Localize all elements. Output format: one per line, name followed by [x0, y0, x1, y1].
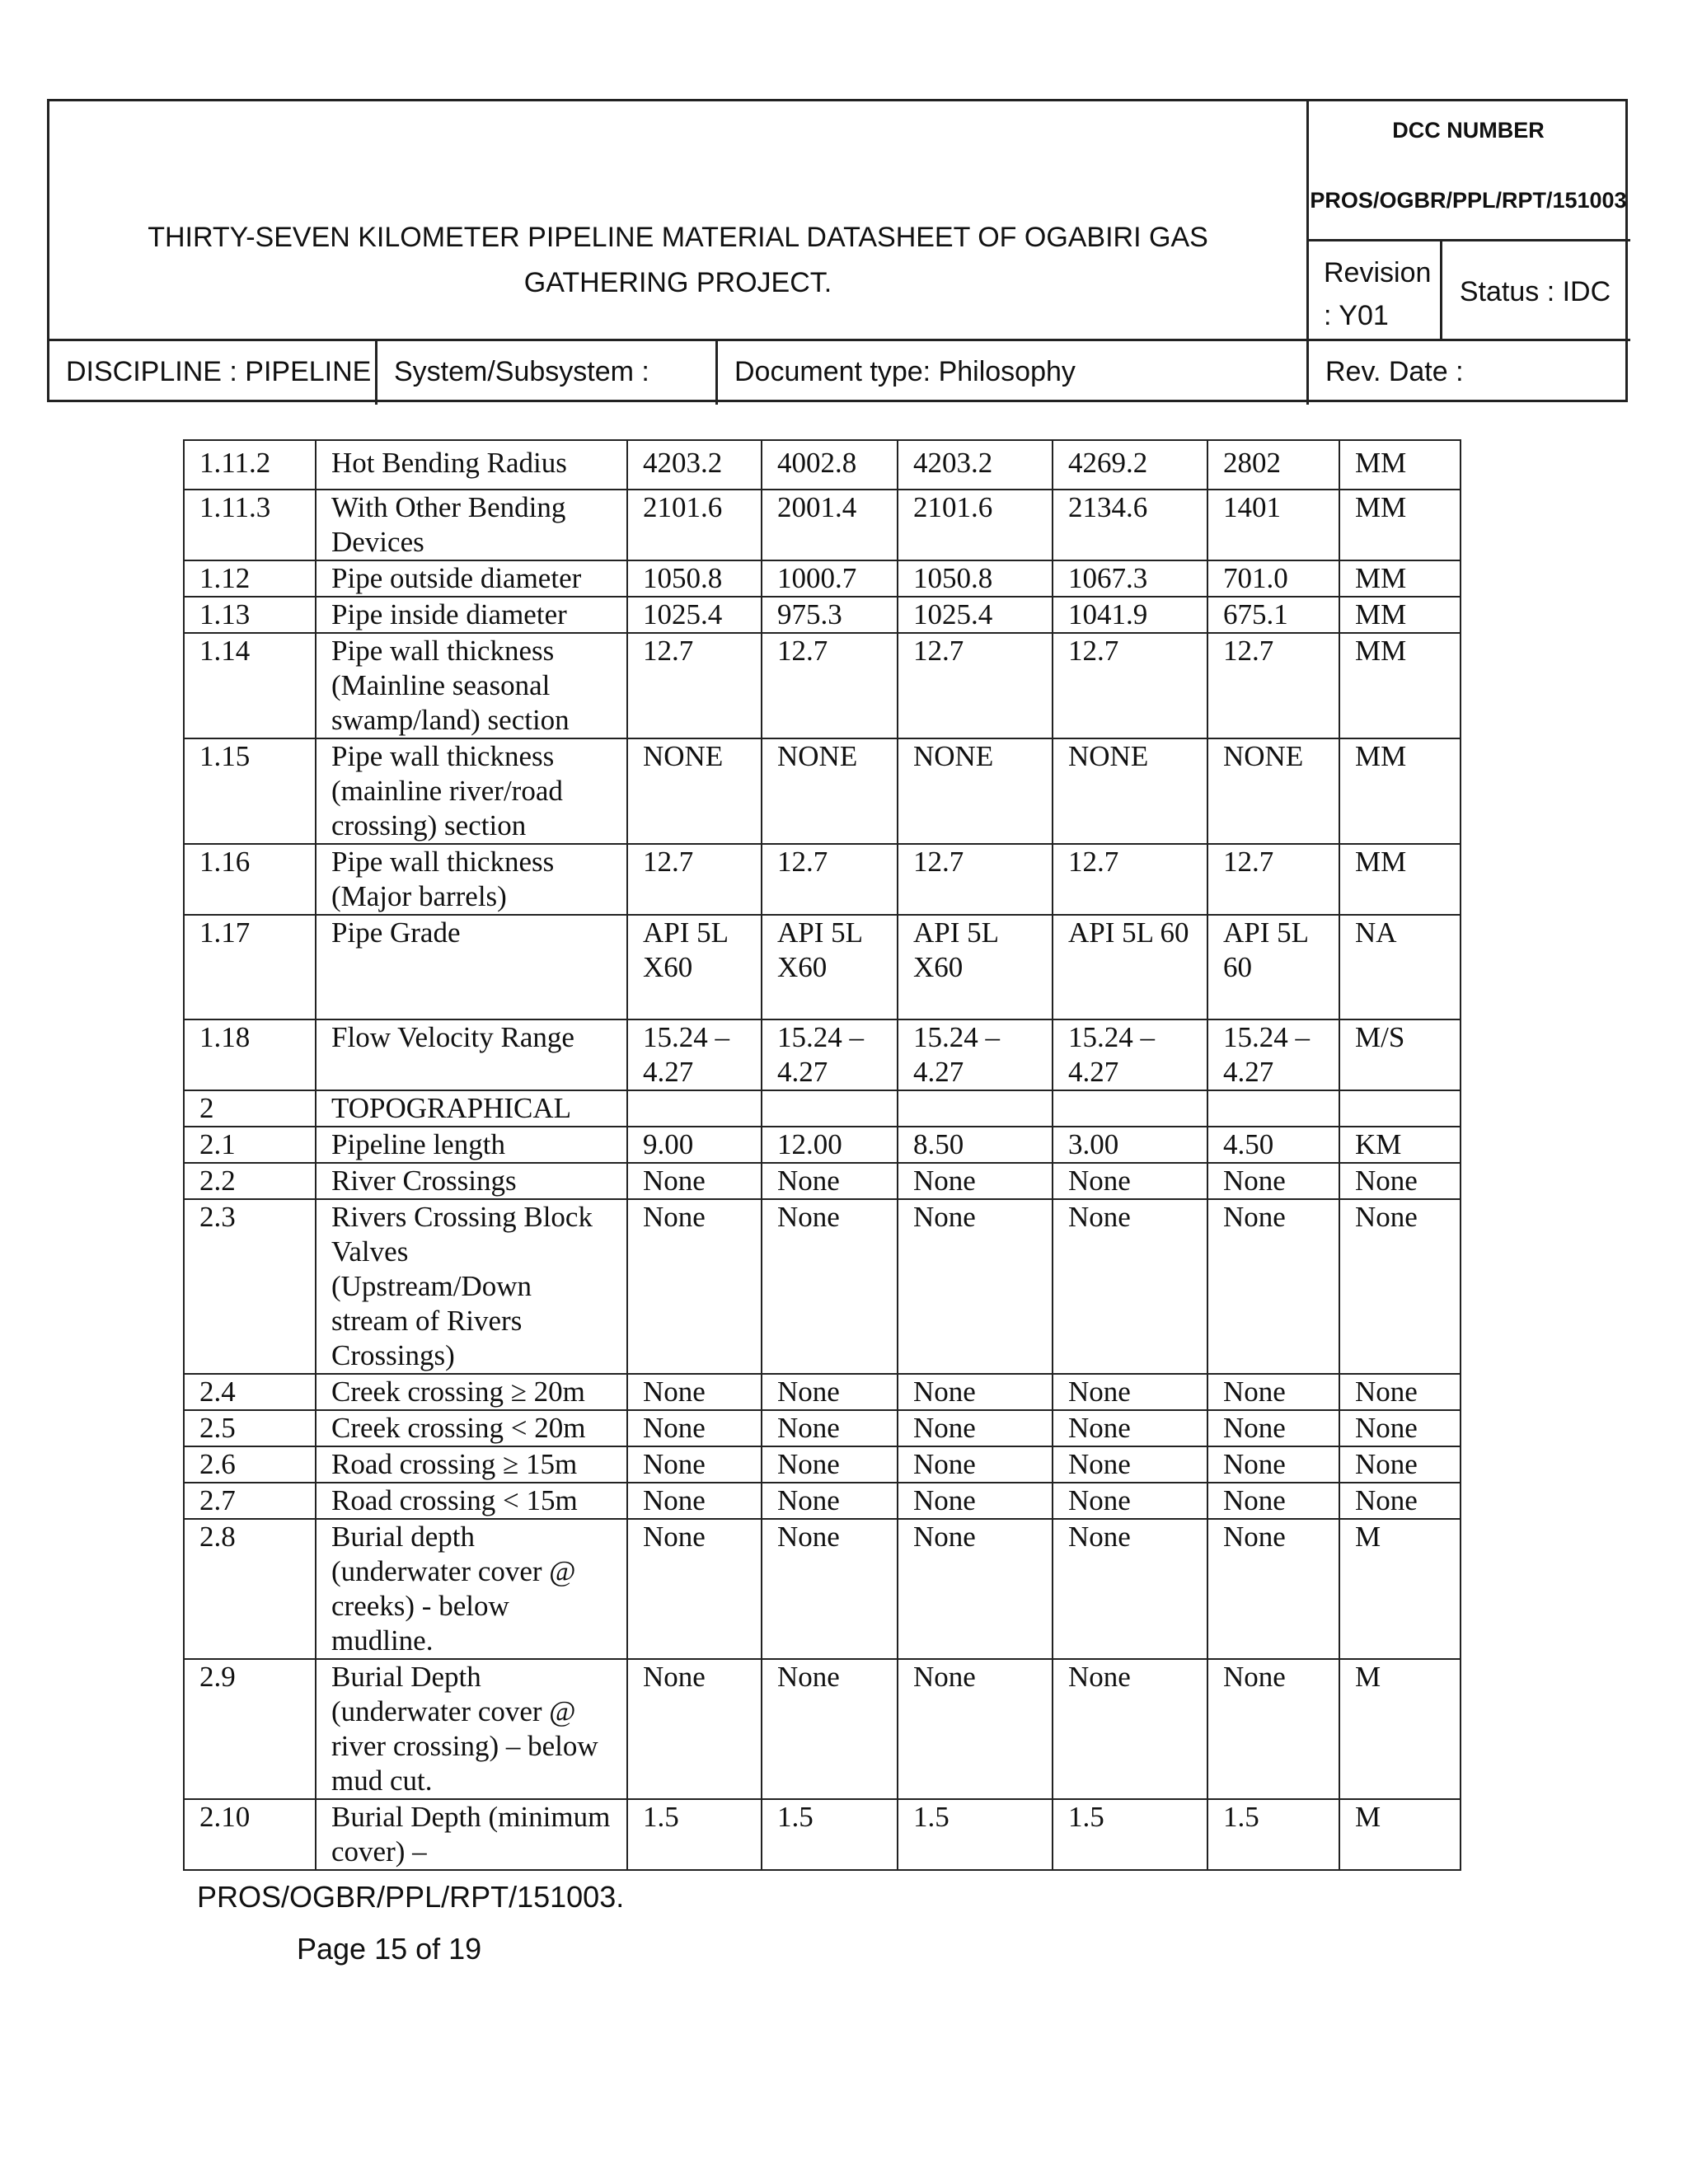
value-cell: None [1053, 1199, 1207, 1374]
value-cell: 12.7 [898, 633, 1053, 738]
item-number-cell: 2.9 [184, 1659, 316, 1799]
parameter-cell: Rivers Crossing Block Valves (Upstream/Down stream of Rivers Crossings) [316, 1199, 627, 1374]
item-number-cell: 2.1 [184, 1127, 316, 1163]
unit-cell: M/S [1339, 1019, 1461, 1090]
value-cell: None [762, 1199, 898, 1374]
value-cell [898, 1090, 1053, 1127]
parameter-cell: Hot Bending Radius [316, 440, 627, 490]
item-number-cell: 2.5 [184, 1410, 316, 1446]
value-cell: 1.5 [762, 1799, 898, 1870]
value-cell: None [898, 1163, 1053, 1199]
value-cell: None [627, 1199, 762, 1374]
item-number-cell: 2.4 [184, 1374, 316, 1410]
value-cell: 12.7 [627, 633, 762, 738]
value-cell: None [1207, 1483, 1339, 1519]
table-row [184, 1799, 1461, 1870]
table-row [184, 560, 1461, 597]
value-cell: 1401 [1207, 490, 1339, 560]
value-cell: 2101.6 [898, 490, 1053, 560]
value-cell: None [627, 1519, 762, 1659]
divider [49, 339, 1630, 341]
unit-cell: None [1339, 1446, 1461, 1483]
value-cell: None [1207, 1659, 1339, 1799]
value-cell: None [762, 1659, 898, 1799]
value-cell [627, 1090, 762, 1127]
unit-cell: MM [1339, 738, 1461, 844]
value-cell: 8.50 [898, 1127, 1053, 1163]
unit-cell [1339, 1090, 1461, 1127]
unit-cell: None [1339, 1163, 1461, 1199]
table-body [184, 440, 1461, 1870]
unit-cell: MM [1339, 844, 1461, 915]
value-cell [1053, 1090, 1207, 1127]
value-cell: None [898, 1410, 1053, 1446]
parameter-cell: Burial Depth (minimum cover) – [316, 1799, 627, 1870]
table-row [184, 1019, 1461, 1090]
value-cell: 1000.7 [762, 560, 898, 597]
unit-cell: MM [1339, 597, 1461, 633]
value-cell: 4.50 [1207, 1127, 1339, 1163]
value-cell: None [627, 1659, 762, 1799]
parameter-cell: Road crossing < 15m [316, 1483, 627, 1519]
value-cell: 12.7 [1053, 633, 1207, 738]
page-number: Page 15 of 19 [297, 1932, 482, 1966]
item-number-cell: 2.2 [184, 1163, 316, 1199]
value-cell: 2134.6 [1053, 490, 1207, 560]
unit-cell: MM [1339, 440, 1461, 490]
table-row [184, 844, 1461, 915]
table-row [184, 915, 1461, 1019]
item-number-cell: 1.15 [184, 738, 316, 844]
value-cell: None [1053, 1659, 1207, 1799]
value-cell: None [1053, 1519, 1207, 1659]
table-row [184, 633, 1461, 738]
value-cell: 9.00 [627, 1127, 762, 1163]
value-cell: 1.5 [898, 1799, 1053, 1870]
value-cell: None [898, 1374, 1053, 1410]
value-cell: None [1053, 1483, 1207, 1519]
value-cell: None [1207, 1410, 1339, 1446]
value-cell: None [627, 1163, 762, 1199]
value-cell: 12.7 [1053, 844, 1207, 915]
item-number-cell: 2.3 [184, 1199, 316, 1374]
value-cell: None [1207, 1163, 1339, 1199]
value-cell: 1.5 [627, 1799, 762, 1870]
value-cell: None [762, 1374, 898, 1410]
value-cell: None [762, 1483, 898, 1519]
value-cell: NONE [1053, 738, 1207, 844]
parameter-cell: Pipe inside diameter [316, 597, 627, 633]
footer-document-reference: PROS/OGBR/PPL/RPT/151003. [197, 1880, 625, 1914]
value-cell: None [1207, 1519, 1339, 1659]
value-cell: 1050.8 [898, 560, 1053, 597]
item-number-cell: 2.6 [184, 1446, 316, 1483]
value-cell: 15.24 – 4.27 [1053, 1019, 1207, 1090]
item-number-cell: 2.8 [184, 1519, 316, 1659]
item-number-cell: 1.17 [184, 915, 316, 1019]
value-cell: None [627, 1483, 762, 1519]
table-row [184, 1659, 1461, 1799]
parameter-cell: Pipe wall thickness (Major barrels) [316, 844, 627, 915]
table-row [184, 1483, 1461, 1519]
unit-cell: M [1339, 1519, 1461, 1659]
value-cell: 15.24 – 4.27 [1207, 1019, 1339, 1090]
value-cell: 12.7 [898, 844, 1053, 915]
value-cell: None [1207, 1446, 1339, 1483]
table-row [184, 738, 1461, 844]
rev-date-field: Rev. Date : [1325, 355, 1464, 387]
value-cell: API 5L X60 [627, 915, 762, 1019]
revision-field: Revision : Y01 [1324, 257, 1432, 331]
item-number-cell: 1.16 [184, 844, 316, 915]
unit-cell: None [1339, 1374, 1461, 1410]
item-number-cell: 1.12 [184, 560, 316, 597]
table-row [184, 1090, 1461, 1127]
unit-cell: None [1339, 1199, 1461, 1374]
value-cell: None [627, 1410, 762, 1446]
value-cell: NONE [762, 738, 898, 844]
unit-cell: MM [1339, 633, 1461, 738]
value-cell: 4203.2 [627, 440, 762, 490]
value-cell: None [762, 1519, 898, 1659]
table-row [184, 490, 1461, 560]
table-row [184, 1374, 1461, 1410]
unit-cell: M [1339, 1659, 1461, 1799]
value-cell: None [1207, 1374, 1339, 1410]
parameter-cell: Pipe outside diameter [316, 560, 627, 597]
parameter-cell: With Other Bending Devices [316, 490, 627, 560]
value-cell: 1.5 [1207, 1799, 1339, 1870]
value-cell: 3.00 [1053, 1127, 1207, 1163]
value-cell: 12.7 [762, 633, 898, 738]
value-cell: 12.00 [762, 1127, 898, 1163]
table-row [184, 440, 1461, 490]
item-number-cell: 1.13 [184, 597, 316, 633]
table-row [184, 1199, 1461, 1374]
parameter-cell: Flow Velocity Range [316, 1019, 627, 1090]
value-cell: None [1053, 1374, 1207, 1410]
item-number-cell: 1.11.2 [184, 440, 316, 490]
value-cell: None [898, 1659, 1053, 1799]
value-cell: 4203.2 [898, 440, 1053, 490]
document-type-field: Document type: Philosophy [734, 355, 1076, 387]
value-cell: API 5L X60 [762, 915, 898, 1019]
value-cell: 12.7 [627, 844, 762, 915]
value-cell: None [627, 1374, 762, 1410]
unit-cell: NA [1339, 915, 1461, 1019]
value-cell: None [1053, 1446, 1207, 1483]
item-number-cell: 2 [184, 1090, 316, 1127]
value-cell: 975.3 [762, 597, 898, 633]
parameter-cell: River Crossings [316, 1163, 627, 1199]
parameter-cell: Burial depth (underwater cover @ creeks) - below mudline. [316, 1519, 627, 1659]
table-row [184, 1519, 1461, 1659]
value-cell: None [762, 1410, 898, 1446]
value-cell: 2101.6 [627, 490, 762, 560]
value-cell: 2001.4 [762, 490, 898, 560]
unit-cell: MM [1339, 560, 1461, 597]
parameter-cell: TOPOGRAPHICAL [316, 1090, 627, 1127]
value-cell: None [898, 1519, 1053, 1659]
divider [715, 339, 718, 405]
document-title: THIRTY-SEVEN KILOMETER PIPELINE MATERIAL DATASHEET OF OGABIRI GAS GATHERING PROJECT. [148, 221, 1208, 298]
value-cell: 15.24 – 4.27 [627, 1019, 762, 1090]
value-cell: API 5L X60 [898, 915, 1053, 1019]
table-row [184, 1446, 1461, 1483]
value-cell: None [1053, 1410, 1207, 1446]
system-subsystem-field: System/Subsystem : [394, 355, 649, 387]
value-cell: API 5L 60 [1207, 915, 1339, 1019]
value-cell: 12.7 [762, 844, 898, 915]
dcc-number-label: DCC NUMBER [1392, 117, 1545, 143]
value-cell: 12.7 [1207, 844, 1339, 915]
table-row [184, 1127, 1461, 1163]
value-cell: 1041.9 [1053, 597, 1207, 633]
value-cell: 1050.8 [627, 560, 762, 597]
item-number-cell: 2.10 [184, 1799, 316, 1870]
value-cell: API 5L 60 [1053, 915, 1207, 1019]
value-cell: 15.24 – 4.27 [898, 1019, 1053, 1090]
value-cell: 12.7 [1207, 633, 1339, 738]
status-field: Status : IDC [1459, 275, 1611, 307]
unit-cell: None [1339, 1483, 1461, 1519]
value-cell: NONE [1207, 738, 1339, 844]
divider [1440, 239, 1442, 340]
material-datasheet-table [183, 439, 1461, 1871]
value-cell: NONE [898, 738, 1053, 844]
value-cell: 1025.4 [627, 597, 762, 633]
parameter-cell: Pipeline length [316, 1127, 627, 1163]
item-number-cell: 1.18 [184, 1019, 316, 1090]
divider [1306, 101, 1309, 405]
value-cell: None [898, 1483, 1053, 1519]
value-cell: None [627, 1446, 762, 1483]
table-row [184, 597, 1461, 633]
parameter-cell: Pipe Grade [316, 915, 627, 1019]
value-cell: None [1053, 1163, 1207, 1199]
value-cell [1207, 1090, 1339, 1127]
value-cell: None [898, 1199, 1053, 1374]
parameter-cell: Burial Depth (underwater cover @ river crossing) – below mud cut. [316, 1659, 627, 1799]
parameter-cell: Pipe wall thickness (mainline river/road crossing) section [316, 738, 627, 844]
unit-cell: M [1339, 1799, 1461, 1870]
value-cell: 1067.3 [1053, 560, 1207, 597]
value-cell: 2802 [1207, 440, 1339, 490]
value-cell: 701.0 [1207, 560, 1339, 597]
parameter-cell: Pipe wall thickness (Mainline seasonal swamp/land) section [316, 633, 627, 738]
value-cell: 1025.4 [898, 597, 1053, 633]
value-cell: 4002.8 [762, 440, 898, 490]
value-cell: None [898, 1446, 1053, 1483]
value-cell: 15.24 – 4.27 [762, 1019, 898, 1090]
unit-cell: KM [1339, 1127, 1461, 1163]
parameter-cell: Creek crossing ≥ 20m [316, 1374, 627, 1410]
value-cell [762, 1090, 898, 1127]
document-header [47, 99, 1628, 402]
value-cell: 4269.2 [1053, 440, 1207, 490]
value-cell: NONE [627, 738, 762, 844]
value-cell: None [762, 1446, 898, 1483]
unit-cell: None [1339, 1410, 1461, 1446]
item-number-cell: 2.7 [184, 1483, 316, 1519]
item-number-cell: 1.14 [184, 633, 316, 738]
value-cell: 1.5 [1053, 1799, 1207, 1870]
value-cell: 675.1 [1207, 597, 1339, 633]
discipline-field: DISCIPLINE : PIPELINE [66, 355, 372, 387]
value-cell: None [762, 1163, 898, 1199]
unit-cell: MM [1339, 490, 1461, 560]
item-number-cell: 1.11.3 [184, 490, 316, 560]
dcc-number-value: PROS/OGBR/PPL/RPT/151003 [1310, 188, 1627, 213]
table-row [184, 1410, 1461, 1446]
table-row [184, 1163, 1461, 1199]
value-cell: None [1207, 1199, 1339, 1374]
parameter-cell: Road crossing ≥ 15m [316, 1446, 627, 1483]
parameter-cell: Creek crossing < 20m [316, 1410, 627, 1446]
divider [1309, 239, 1630, 241]
divider [375, 339, 377, 405]
